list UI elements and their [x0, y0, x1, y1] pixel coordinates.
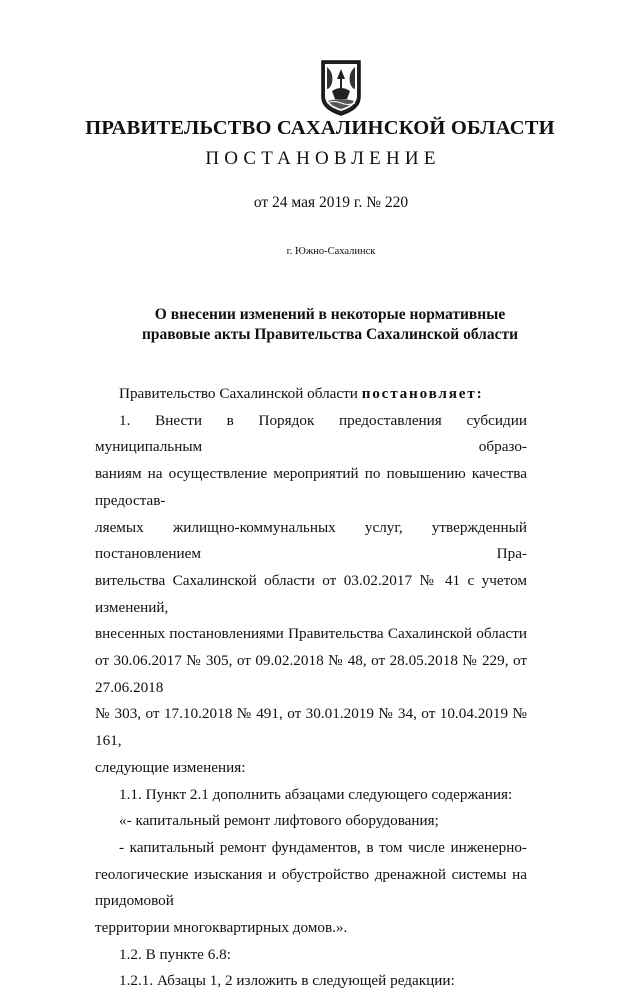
- item-1-line: от 30.06.2017 № 305, от 09.02.2018 № 48, от 28.05.2018 № 229, от 27.06.2018: [95, 652, 527, 696]
- quote-2-line: - капитальный ремонт фундаментов, в том числе инженерно-: [119, 838, 527, 856]
- item-1-line: вительства Сахалинской области от 03.02.2017 № 41 с учетом изменений,: [95, 571, 527, 616]
- sakhalin-coat-of-arms-icon: [318, 59, 364, 117]
- item-1-1: 1.1. Пункт 2.1 дополнить абзацами следующего содержания:: [119, 785, 513, 803]
- quote-line-1: «- капитальный ремонт лифтового оборудования;: [119, 812, 439, 830]
- quote-2-line: геологические изыскания и обустройство дренажной системы на придомовой: [95, 865, 527, 910]
- document-body: [95, 381, 527, 995]
- item-1-line: следующие изменения:: [95, 758, 246, 776]
- city-name: г. Южно-Сахалинск: [286, 246, 376, 257]
- item-1: [95, 408, 527, 782]
- item-1-line: ляемых жилищно-коммунальных услуг, утвержденный постановлением Пра-: [95, 518, 527, 563]
- document-type: ПОСТАНОВЛЕНИЕ: [205, 148, 441, 169]
- quote-2-line: территории многоквартирных домов.».: [95, 919, 348, 937]
- date-and-number: от 24 мая 2019 г. № 220: [253, 194, 409, 211]
- item-1-line: ваниям на осуществление мероприятий по повышению качества предостав-: [95, 465, 527, 509]
- preamble: [95, 381, 527, 408]
- preamble-action: постановляет:: [361, 385, 484, 402]
- item-1-2-1: 1.2.1. Абзацы 1, 2 изложить в следующей редакции:: [119, 972, 455, 990]
- item-1-2: 1.2. В пункте 6.8:: [119, 945, 231, 963]
- subject-line-2: правовые акты Правительства Сахалинской области: [141, 326, 519, 343]
- preamble-text: Правительство Сахалинской области: [119, 385, 362, 402]
- government-title: ПРАВИТЕЛЬСТВО САХАЛИНСКОЙ ОБЛАСТИ: [85, 117, 555, 139]
- item-1-line: 1. Внести в Порядок предоставления субсидии муниципальным образо-: [95, 411, 527, 456]
- subject-line-1: О внесении изменений в некоторые нормативные: [154, 306, 506, 323]
- quote-paragraph-2: [95, 835, 527, 942]
- item-1-line: внесенных постановлениями Правительства Сахалинской области: [95, 625, 527, 643]
- item-1-line: № 303, от 17.10.2018 № 491, от 30.01.2019 № 34, от 10.04.2019 № 161,: [95, 705, 527, 750]
- document-subject: [0, 305, 640, 345]
